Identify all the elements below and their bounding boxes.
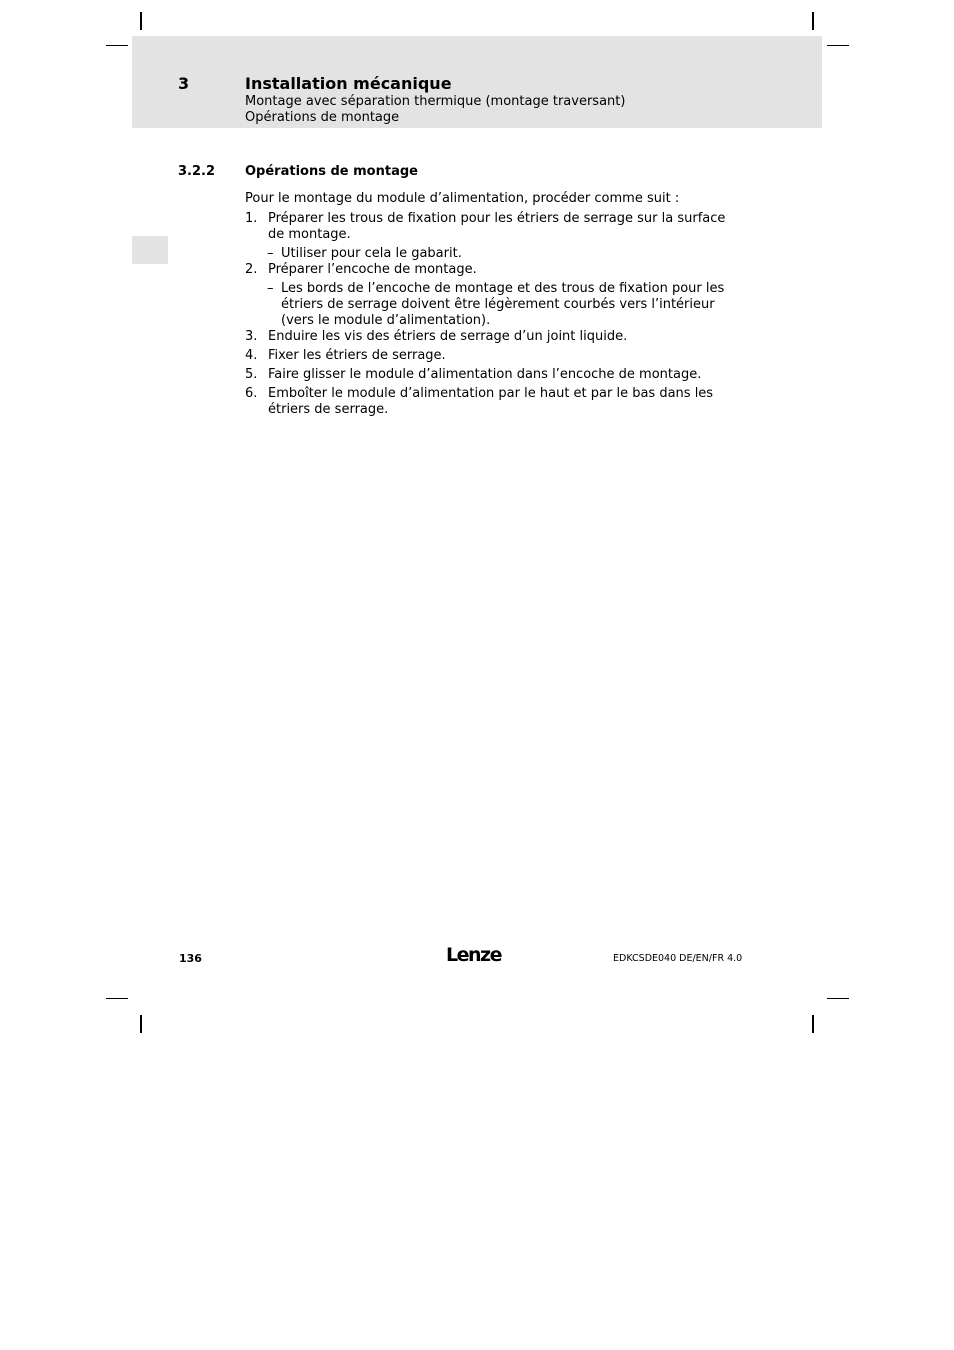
step-subtext: Les bords de l’encoche de montage et des trous de fixation pour les étriers de serrage doivent être légèrement courbés vers l’intérieur (vers le module d’alimentation). (281, 281, 725, 328)
crop-mark-bottom-left (140, 1015, 142, 1033)
dash-bullet: – (267, 281, 274, 296)
list-item (245, 211, 735, 262)
section-number: 3.2.2 (178, 164, 216, 179)
header-band (132, 36, 822, 128)
step-text: Enduire les vis des étriers de serrage d’un joint liquide. (268, 329, 628, 344)
list-item (245, 262, 735, 329)
list-item (245, 367, 735, 383)
header-subtitle: Montage avec séparation thermique (montage traversant) (245, 94, 626, 109)
section-intro: Pour le montage du module d’alimentation, procéder comme suit : (245, 191, 680, 206)
step-number: 6. (245, 386, 258, 401)
step-text: Faire glisser le module d’alimentation dans l’encoche de montage. (268, 367, 702, 382)
header-sub-subtitle: Opérations de montage (245, 110, 400, 125)
crop-mark-bottom-left-h (106, 998, 128, 999)
step-number: 5. (245, 367, 258, 382)
steps-list (245, 211, 735, 421)
dash-bullet: – (267, 246, 274, 261)
list-item (245, 329, 735, 345)
crop-mark-top-right-h (827, 45, 849, 46)
step-text: Préparer l’encoche de montage. (268, 262, 477, 277)
step-number: 3. (245, 329, 258, 344)
step-text: Emboîter le module d’alimentation par le haut et par le bas dans les étriers de serrage. (268, 386, 714, 417)
crop-mark-top-right (812, 12, 814, 30)
step-number: 2. (245, 262, 258, 277)
chapter-number: 3 (178, 74, 190, 93)
section-title: Opérations de montage (245, 164, 418, 179)
list-item (245, 348, 735, 364)
crop-mark-bottom-right (812, 1015, 814, 1033)
crop-mark-bottom-right-h (827, 998, 849, 999)
crop-mark-top-left-h (106, 45, 128, 46)
lenze-logo: Lenze (446, 944, 501, 966)
crop-mark-top-left (140, 12, 142, 30)
list-item (245, 386, 735, 418)
document-code: EDKCSDE040 DE/EN/FR 4.0 (613, 953, 743, 964)
step-text: Fixer les étriers de serrage. (268, 348, 446, 363)
step-text: Préparer les trous de fixation pour les étriers de serrage sur la surface de montage. (268, 211, 726, 242)
chapter-title: Installation mécanique (245, 74, 452, 93)
step-number: 4. (245, 348, 258, 363)
step-subtext: Utiliser pour cela le gabarit. (281, 246, 462, 261)
page-number: 136 (179, 952, 202, 965)
step-number: 1. (245, 211, 258, 226)
side-tab-marker (132, 236, 168, 264)
